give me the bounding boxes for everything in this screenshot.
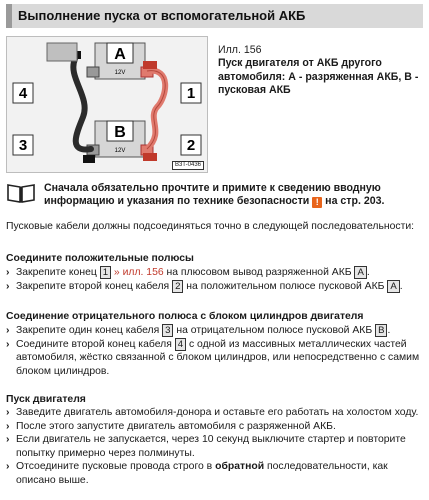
- ref-badge-b: B: [375, 324, 387, 337]
- step-text: последовательности, как описано выше.: [16, 461, 388, 486]
- list-item: [6, 433, 424, 460]
- safety-notice-text: [44, 182, 424, 209]
- battery-a-voltage: 12V: [114, 70, 126, 76]
- step-text: Закрепите второй конец кабеля: [16, 280, 173, 292]
- intro-paragraph: Пусковые кабели должны подсоединяться точно в следующей последовательности:: [6, 221, 415, 232]
- chevron-right-icon: ›: [6, 434, 10, 446]
- label-2: 2: [186, 137, 196, 154]
- chevron-right-icon: ›: [6, 461, 10, 473]
- step-text-emphasis: обратной: [215, 461, 265, 473]
- step-text: с одной из массивных металлических частей автомобиля, жёстко связанной с блоком цилиндров, или непосредственно с самим блоком цилиндров.: [16, 338, 420, 377]
- section-header: [6, 4, 423, 28]
- step-text: После этого запустите двигатель автомобиля с разряженной АКБ.: [16, 420, 336, 432]
- battery-b-letter: B: [114, 124, 126, 141]
- start-section-title: Пуск двигателя: [6, 394, 86, 405]
- list-item: [6, 324, 424, 338]
- chevron-right-icon: ›: [6, 325, 10, 336]
- battery-b-voltage: 12V: [114, 148, 126, 154]
- caption-text: Пуск двигателя от АКБ другого автомобиля: А - разряженная АКБ, В - пусковая АКБ: [218, 57, 419, 97]
- figure-code: B3T-0436: [172, 161, 204, 170]
- negative-steps: [6, 324, 424, 378]
- safety-notice-text-b: на стр. 203.: [322, 195, 385, 208]
- ref-badge-4: 4: [175, 338, 186, 351]
- clamp-2: [143, 153, 157, 161]
- chevron-right-icon: ›: [6, 267, 10, 278]
- step-text: Если двигатель не запускается, через 10 секунд выключите стартер и повторите попытку примерно через полминуты.: [16, 434, 406, 459]
- figure-link[interactable]: » илл. 156: [111, 267, 164, 278]
- negative-section-title: Соединение отрицательного полюса с блоком цилиндров двигателя: [6, 311, 364, 322]
- list-item: [6, 420, 424, 434]
- ref-badge-a: A: [387, 280, 399, 293]
- clamp-3: [83, 155, 95, 163]
- list-item: [6, 280, 424, 294]
- battery-a-terminal-minus: [87, 67, 99, 77]
- step-text: Закрепите конец: [16, 267, 100, 278]
- list-item: [6, 406, 424, 420]
- step-text: на положительном полюсе пусковой АКБ: [183, 280, 388, 292]
- chevron-right-icon: ›: [6, 420, 10, 432]
- step-text: Отсоедините пусковые провода строго в: [16, 461, 216, 473]
- illustration-jump-start: [6, 36, 208, 173]
- chevron-right-icon: ›: [6, 338, 10, 350]
- caption-number: Илл. 156: [218, 44, 262, 56]
- red-cable: [147, 71, 165, 149]
- jump-start-diagram: [7, 37, 207, 172]
- warning-icon: !: [312, 197, 322, 208]
- step-text: Закрепите один конец кабеля: [16, 325, 163, 336]
- positive-section-title: Соедините положительные полюсы: [6, 253, 194, 264]
- safety-notice-text-a: Сначала обязательно прочтите и примите к сведению вводную информацию и указания по технике безопасности: [44, 182, 381, 208]
- ref-badge-2: 2: [172, 280, 183, 293]
- label-4: 4: [18, 85, 28, 102]
- chevron-right-icon: ›: [6, 280, 10, 292]
- step-text: на отрицательном полюсе пусковой АКБ: [173, 325, 376, 336]
- ref-badge-a: A: [354, 266, 366, 279]
- step-text: .: [366, 267, 370, 278]
- start-steps: [6, 406, 424, 488]
- page-title: Выполнение пуска от вспомогательной АКБ: [18, 8, 306, 23]
- step-text: на плюсовом вывод разряженной АКБ: [163, 267, 355, 278]
- positive-steps: [6, 266, 424, 293]
- label-3: 3: [18, 137, 28, 154]
- battery-a-letter: A: [114, 46, 126, 63]
- chevron-right-icon: ›: [6, 407, 10, 418]
- step-text: Заведите двигатель автомобиля-донора и оставьте его работать на холостом ходу.: [16, 407, 419, 418]
- list-item: [6, 266, 424, 280]
- clamp-1: [143, 61, 157, 69]
- engine-block: [47, 43, 77, 61]
- list-item: [6, 338, 424, 379]
- figure-caption: [218, 44, 424, 98]
- step-text: .: [387, 325, 391, 336]
- list-item: [6, 460, 424, 487]
- step-text: Соедините второй конец кабеля: [16, 338, 175, 350]
- ref-badge-3: 3: [162, 324, 173, 337]
- ref-badge-1: 1: [100, 266, 111, 279]
- label-1: 1: [186, 85, 196, 102]
- step-text: .: [399, 280, 403, 292]
- book-icon: [6, 182, 36, 204]
